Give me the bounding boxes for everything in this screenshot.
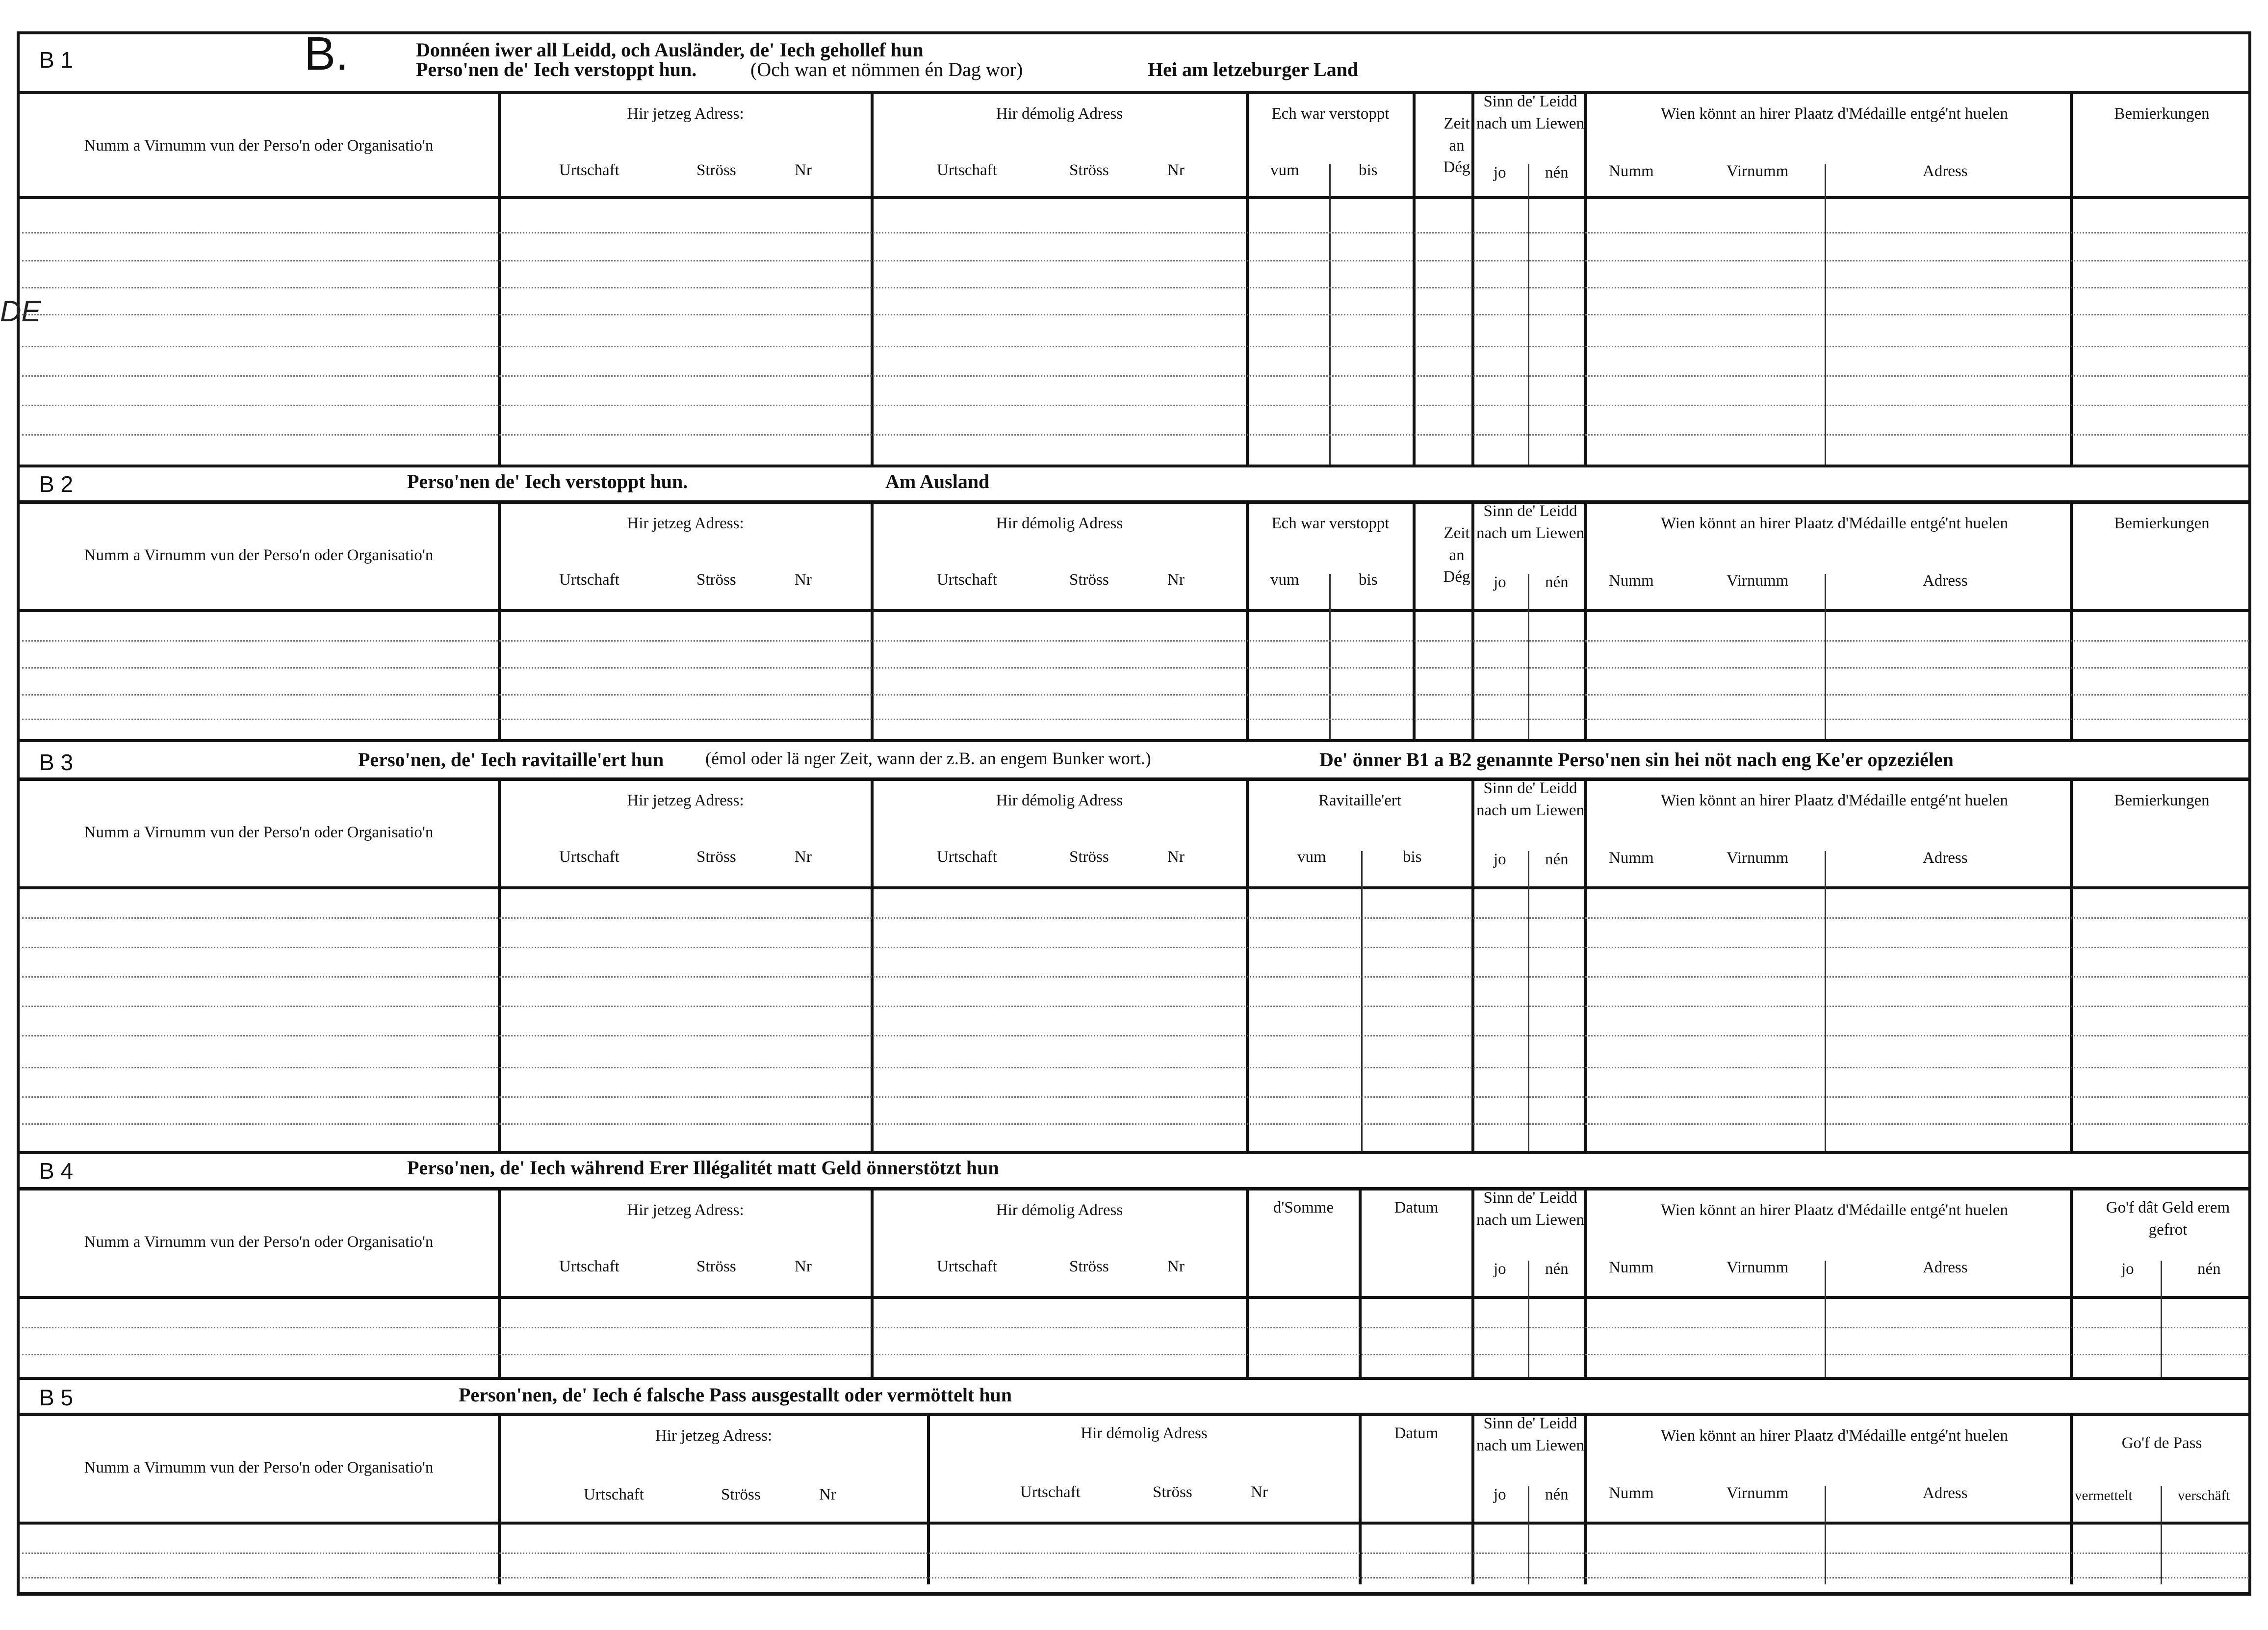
col-medal-receiver-b4: Wien könnt an hirer Plaatz d'Médaille entgé'nt huelen [1661, 1201, 2008, 1219]
col-street2-b4: Ströss [1069, 1258, 1109, 1275]
section-title-b3c: De' önner B1 a B2 genannte Perso'nen sin hei nöt nach eng Ke'er opzeziélen [1319, 749, 1954, 771]
col-yes-b4: jo [1494, 1260, 1506, 1278]
frame-top-rule [17, 31, 2251, 34]
col-locality2-b2: Urtschaft [937, 571, 997, 589]
col-number-b2: Nr [795, 571, 812, 589]
col-current-address-b1: Hir jetzeg Adress: [627, 105, 744, 123]
col-current-address-b4: Hir jetzeg Adress: [627, 1201, 744, 1219]
col-provisioned-b3: Ravitaille'ert [1318, 792, 1402, 809]
col-suffered-b1: Sinn de' Leidd nach um Liewen [1476, 93, 1584, 132]
col-former-address-b5: Hir démolig Adress [1081, 1424, 1208, 1442]
col-address-b2: Adress [1923, 572, 1968, 590]
table-b4 [20, 1187, 2251, 1381]
col-locality-b5: Urtschaft [584, 1486, 644, 1503]
col-first-name-b1: Numm [1609, 162, 1654, 180]
col-no2-b4: nén [2197, 1260, 2221, 1278]
col-locality2-b5: Urtschaft [1020, 1483, 1081, 1501]
col-locality2-b3: Urtschaft [937, 848, 997, 866]
col-yes-b3: jo [1494, 851, 1506, 868]
col-pass-given-b5: Go'f de Pass [2121, 1434, 2202, 1452]
col-street-b5: Ströss [721, 1486, 761, 1503]
col-name-b3: Numm a Virnumm vun der Perso'n oder Organisatio'n [84, 824, 434, 841]
col-locality2-b1: Urtschaft [937, 161, 997, 179]
col-current-address-b2: Hir jetzeg Adress: [627, 515, 744, 532]
col-first-name-b4: Numm [1609, 1259, 1654, 1276]
section-code-b1: B 1 [39, 47, 74, 73]
col-locality-b4: Urtschaft [559, 1258, 619, 1275]
col-no-b2: nén [1545, 573, 1569, 591]
col-hidden-period-b1: Ech war verstoppt [1271, 105, 1390, 123]
col-first-name-b2: Numm [1609, 572, 1654, 590]
col-yes-b2: jo [1494, 573, 1506, 591]
col-locality2-b4: Urtschaft [937, 1258, 997, 1275]
col-first-name-b5: Numm [1609, 1484, 1654, 1502]
col-yes-b5: jo [1494, 1486, 1506, 1503]
col-address-b4: Adress [1923, 1259, 1968, 1276]
col-given-name-b4: Virnumm [1727, 1259, 1789, 1276]
section-title-b3: Perso'nen, de' Iech ravitaille'ert hun [358, 749, 664, 771]
col-given-name-b1: Virnumm [1727, 162, 1789, 180]
col-mediated-b5: vermettelt [2075, 1488, 2133, 1503]
col-street2-b3: Ströss [1069, 848, 1109, 866]
col-street2-b2: Ströss [1069, 571, 1109, 589]
col-locality-b3: Urtschaft [559, 848, 619, 866]
margin-mark: DE [0, 295, 41, 328]
col-no-b4: nén [1545, 1260, 1569, 1278]
col-number-b4: Nr [795, 1258, 812, 1275]
section-title-b2b: Am Ausland [885, 470, 990, 492]
col-from-b1: vum [1270, 161, 1299, 179]
col-street-b2: Ströss [696, 571, 736, 589]
col-first-name-b3: Numm [1609, 849, 1654, 867]
col-date-b4: Datum [1394, 1199, 1439, 1216]
col-locality-b2: Urtschaft [559, 571, 619, 589]
section-title-b4: Perso'nen, de' Iech während Erer Illégalitét matt Geld önnerstötzt hun [407, 1157, 999, 1179]
col-medal-receiver-b3: Wien könnt an hirer Plaatz d'Médaille entgé'nt huelen [1661, 792, 2008, 809]
col-remarks-b2: Bemierkungen [2114, 515, 2210, 532]
section-title-b1-line2b: (Och wan et nömmen én Dag wor) [750, 58, 1023, 80]
col-yes-b1: jo [1494, 164, 1506, 181]
col-given-name-b2: Virnumm [1727, 572, 1789, 590]
col-street2-b5: Ströss [1153, 1483, 1192, 1501]
col-name-b2: Numm a Virnumm vun der Perso'n oder Organisatio'n [84, 546, 434, 564]
col-suffered-b4: Sinn de' Leidd nach um Liewen [1476, 1189, 1584, 1229]
col-former-address-b4: Hir démolig Adress [996, 1201, 1123, 1219]
col-number2-b1: Nr [1167, 161, 1185, 179]
col-time-days-b2: Zeit an Dég [1443, 524, 1470, 586]
table-b5 [20, 1413, 2251, 1584]
col-time-days-b1: Zeit an Dég [1443, 115, 1470, 177]
section-title-b3b: (émol oder lä nger Zeit, wann der z.B. an engem Bunker wort.) [705, 749, 1151, 768]
col-to-b3: bis [1403, 848, 1422, 866]
col-former-address-b2: Hir démolig Adress [996, 515, 1123, 532]
col-hidden-period-b2: Ech war verstoppt [1271, 515, 1390, 532]
section-code-b5: B 5 [39, 1385, 74, 1410]
col-remarks-b1: Bemierkungen [2114, 105, 2210, 123]
section-title-b1-line1: Donnéen iwer all Leidd, och Ausländer, de' Iech gehollef hun [416, 39, 924, 61]
col-no-b1: nén [1545, 164, 1569, 181]
col-number2-b3: Nr [1167, 848, 1185, 866]
col-given-name-b5: Virnumm [1727, 1484, 1789, 1502]
col-number-b1: Nr [795, 161, 812, 179]
col-address-b5: Adress [1923, 1484, 1968, 1502]
col-name-b5: Numm a Virnumm vun der Perso'n oder Organisatio'n [84, 1459, 434, 1476]
col-street-b3: Ströss [696, 848, 736, 866]
col-current-address-b5: Hir jetzeg Adress: [655, 1427, 773, 1445]
col-current-address-b3: Hir jetzeg Adress: [627, 792, 744, 809]
col-medal-receiver-b1: Wien könnt an hirer Plaatz d'Médaille entgé'nt huelen [1661, 105, 2008, 123]
col-number2-b2: Nr [1167, 571, 1185, 589]
col-procured-b5: verschäft [2178, 1488, 2230, 1503]
table-b3 [20, 777, 2251, 1155]
col-date-b5: Datum [1394, 1424, 1439, 1442]
section-title-b1-line2a: Perso'nen de' Iech verstoppt hun. [416, 58, 697, 80]
col-medal-receiver-b5: Wien könnt an hirer Plaatz d'Médaille entgé'nt huelen [1661, 1427, 2008, 1445]
col-money-back-b4: Go'f dât Geld erem gefrot [2106, 1199, 2230, 1239]
table-b2 [20, 500, 2251, 743]
col-suffered-b2: Sinn de' Leidd nach um Liewen [1476, 502, 1584, 542]
col-street2-b1: Ströss [1069, 161, 1109, 179]
col-suffered-b5: Sinn de' Leidd nach um Liewen [1476, 1415, 1584, 1454]
col-no-b3: nén [1545, 851, 1569, 868]
col-yes2-b4: jo [2121, 1260, 2134, 1278]
col-street-b1: Ströss [696, 161, 736, 179]
section-letter: B. [304, 27, 349, 80]
col-former-address-b3: Hir démolig Adress [996, 792, 1123, 809]
col-from-b2: vum [1270, 571, 1299, 589]
col-number-b3: Nr [795, 848, 812, 866]
col-number2-b5: Nr [1251, 1483, 1268, 1501]
col-no-b5: nén [1545, 1486, 1569, 1503]
col-name-b4: Numm a Virnumm vun der Perso'n oder Organisatio'n [84, 1233, 434, 1251]
col-name-b1: Numm a Virnumm vun der Perso'n oder Organisatio'n [84, 137, 434, 155]
col-from-b3: vum [1297, 848, 1326, 866]
section-code-b4: B 4 [39, 1158, 74, 1184]
col-address-b3: Adress [1923, 849, 1968, 867]
section-code-b2: B 2 [39, 471, 74, 497]
col-to-b1: bis [1359, 161, 1378, 179]
col-number2-b4: Nr [1167, 1258, 1185, 1275]
section-title-b2: Perso'nen de' Iech verstoppt hun. [407, 470, 688, 492]
section-code-b3: B 3 [39, 750, 74, 775]
col-suffered-b3: Sinn de' Leidd nach um Liewen [1476, 779, 1584, 819]
col-given-name-b3: Virnumm [1727, 849, 1789, 867]
col-former-address-b1: Hir démolig Adress [996, 105, 1123, 123]
table-b1 [20, 91, 2251, 468]
col-medal-receiver-b2: Wien könnt an hirer Plaatz d'Médaille entgé'nt huelen [1661, 515, 2008, 532]
col-street-b4: Ströss [696, 1258, 736, 1275]
col-remarks-b3: Bemierkungen [2114, 792, 2210, 809]
col-to-b2: bis [1359, 571, 1378, 589]
col-number-b5: Nr [819, 1486, 836, 1503]
col-address-b1: Adress [1923, 162, 1968, 180]
section-title-b1-line2c: Hei am letzeburger Land [1148, 58, 1359, 80]
section-title-b5: Person'nen, de' Iech é falsche Pass ausgestallt oder vermöttelt hun [459, 1384, 1012, 1406]
col-sum-b4: d'Somme [1273, 1199, 1334, 1216]
col-locality-b1: Urtschaft [559, 161, 619, 179]
